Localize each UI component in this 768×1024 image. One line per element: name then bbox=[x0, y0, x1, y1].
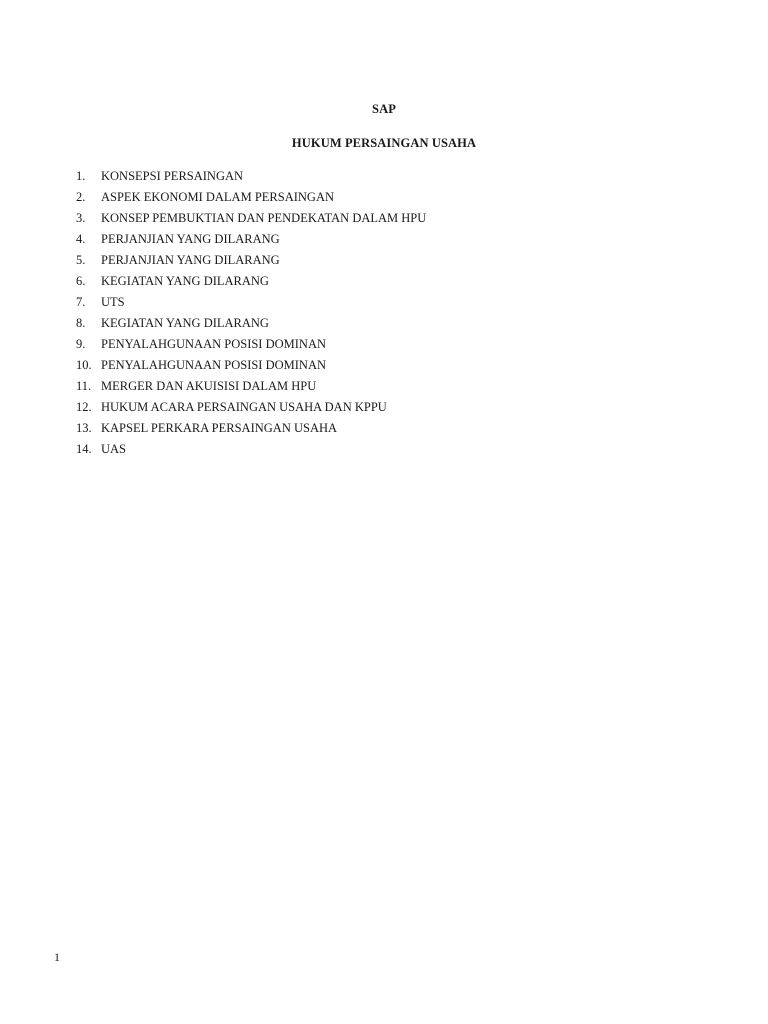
list-item-label: HUKUM ACARA PERSAINGAN USAHA DAN KPPU bbox=[101, 400, 387, 414]
list-item bbox=[76, 273, 426, 294]
list-item-label: ASPEK EKONOMI DALAM PERSAINGAN bbox=[101, 190, 334, 204]
list-item bbox=[76, 294, 426, 315]
list-item-number: 4. bbox=[76, 232, 86, 246]
list-item bbox=[76, 441, 426, 462]
list-item-label: KONSEP PEMBUKTIAN DAN PENDEKATAN DALAM HPU bbox=[101, 211, 427, 225]
list-item-number: 12. bbox=[76, 400, 92, 414]
list-item bbox=[76, 210, 426, 231]
list-item-number: 11. bbox=[76, 379, 92, 393]
list-item-label: PERJANJIAN YANG DILARANG bbox=[101, 253, 280, 267]
list-item-number: 10. bbox=[76, 358, 92, 372]
list-item-label: KONSEPSI PERSAINGAN bbox=[101, 169, 244, 183]
list-item bbox=[76, 420, 426, 441]
list-item-number: 7. bbox=[76, 295, 86, 309]
list-item-number: 13. bbox=[76, 421, 92, 435]
list-item bbox=[76, 378, 426, 399]
list-item bbox=[76, 336, 426, 357]
list-item-number: 14. bbox=[76, 442, 92, 456]
list-item-label: KEGIATAN YANG DILARANG bbox=[101, 274, 269, 288]
list-item-label: MERGER DAN AKUISISI DALAM HPU bbox=[101, 379, 317, 393]
list-item-number: 1. bbox=[76, 169, 86, 183]
list-item bbox=[76, 189, 426, 210]
list-item-number: 9. bbox=[76, 337, 86, 351]
list-item-number: 6. bbox=[76, 274, 86, 288]
list-item-number: 3. bbox=[76, 211, 86, 225]
list-item-number: 5. bbox=[76, 253, 86, 267]
list-item-label: UTS bbox=[101, 295, 125, 309]
list-item-number: 2. bbox=[76, 190, 86, 204]
document-title: SAP bbox=[372, 102, 396, 116]
list-item-label: PENYALAHGUNAAN POSISI DOMINAN bbox=[101, 337, 327, 351]
list-item bbox=[76, 315, 426, 336]
list-item bbox=[76, 168, 426, 189]
list-item-label: KEGIATAN YANG DILARANG bbox=[101, 316, 269, 330]
list-item bbox=[76, 252, 426, 273]
list-item bbox=[76, 399, 426, 420]
list-item-label: PERJANJIAN YANG DILARANG bbox=[101, 232, 280, 246]
document-subtitle: HUKUM PERSAINGAN USAHA bbox=[291, 136, 477, 150]
list-item-label: UAS bbox=[101, 442, 127, 456]
page-number: 1 bbox=[54, 950, 60, 964]
topic-list bbox=[76, 168, 426, 462]
list-item-number: 8. bbox=[76, 316, 86, 330]
list-item bbox=[76, 231, 426, 252]
list-item bbox=[76, 357, 426, 378]
list-item-label: PENYALAHGUNAAN POSISI DOMINAN bbox=[101, 358, 327, 372]
list-item-label: KAPSEL PERKARA PERSAINGAN USAHA bbox=[101, 421, 338, 435]
